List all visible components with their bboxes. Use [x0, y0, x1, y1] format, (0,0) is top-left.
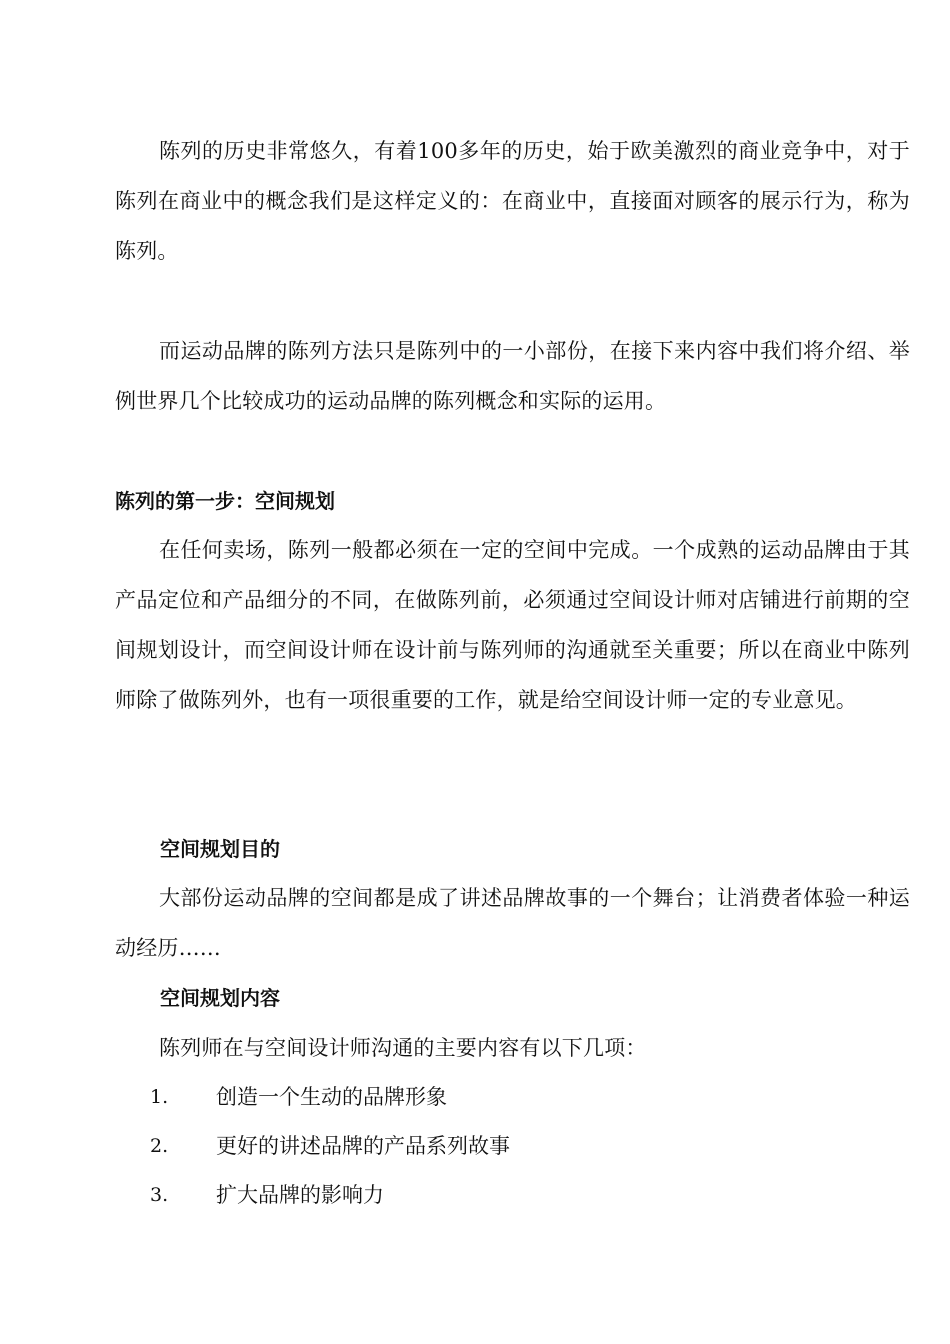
- intro-paragraph-1: 陈列的历史非常悠久，有着100多年的历史，始于欧美激烈的商业竞争中，对于陈列在商业中的概念我们是这样定义的：在商业中，直接面对顾客的展示行为，称为陈列。: [115, 139, 910, 263]
- purpose-paragraph: 大部份运动品牌的空间都是成了讲述品牌故事的一个舞台；让消费者体验一种运动经历……: [115, 886, 910, 960]
- list-item: [150, 1170, 384, 1220]
- subheading-content: 空间规划内容: [160, 986, 280, 1010]
- list-item: [150, 1072, 447, 1122]
- list-item-number: 1.: [150, 1086, 169, 1108]
- intro-paragraph-2: 而运动品牌的陈列方法只是陈列中的一小部份，在接下来内容中我们将介绍、举例世界几个比较成功的运动品牌的陈列概念和实际的运用。: [115, 339, 910, 413]
- list-item: [150, 1121, 510, 1171]
- section-heading-space-planning: 陈列的第一步：空间规划: [115, 489, 335, 513]
- list-item-text: 创造一个生动的品牌形象: [216, 1085, 447, 1109]
- list-item-number: 2.: [150, 1135, 169, 1157]
- content-intro-paragraph: 陈列师在与空间设计师沟通的主要内容有以下几项：: [159, 1036, 647, 1060]
- subheading-purpose: 空间规划目的: [160, 837, 280, 861]
- list-item-text: 扩大品牌的影响力: [216, 1183, 384, 1207]
- space-planning-paragraph: 在任何卖场，陈列一般都必须在一定的空间中完成。一个成熟的运动品牌由于其产品定位和产品细分的不同，在做陈列前，必须通过空间设计师对店铺进行前期的空间规划设计，而空间设计师在设计前与陈列师的沟通就至关重要；所以在商业中陈列师除了做陈列外，也有一项很重要的工作，就是给空间设计师一定的专业意见。: [115, 538, 910, 712]
- list-item-text: 更好的讲述品牌的产品系列故事: [216, 1134, 510, 1158]
- list-item-number: 3.: [150, 1184, 169, 1206]
